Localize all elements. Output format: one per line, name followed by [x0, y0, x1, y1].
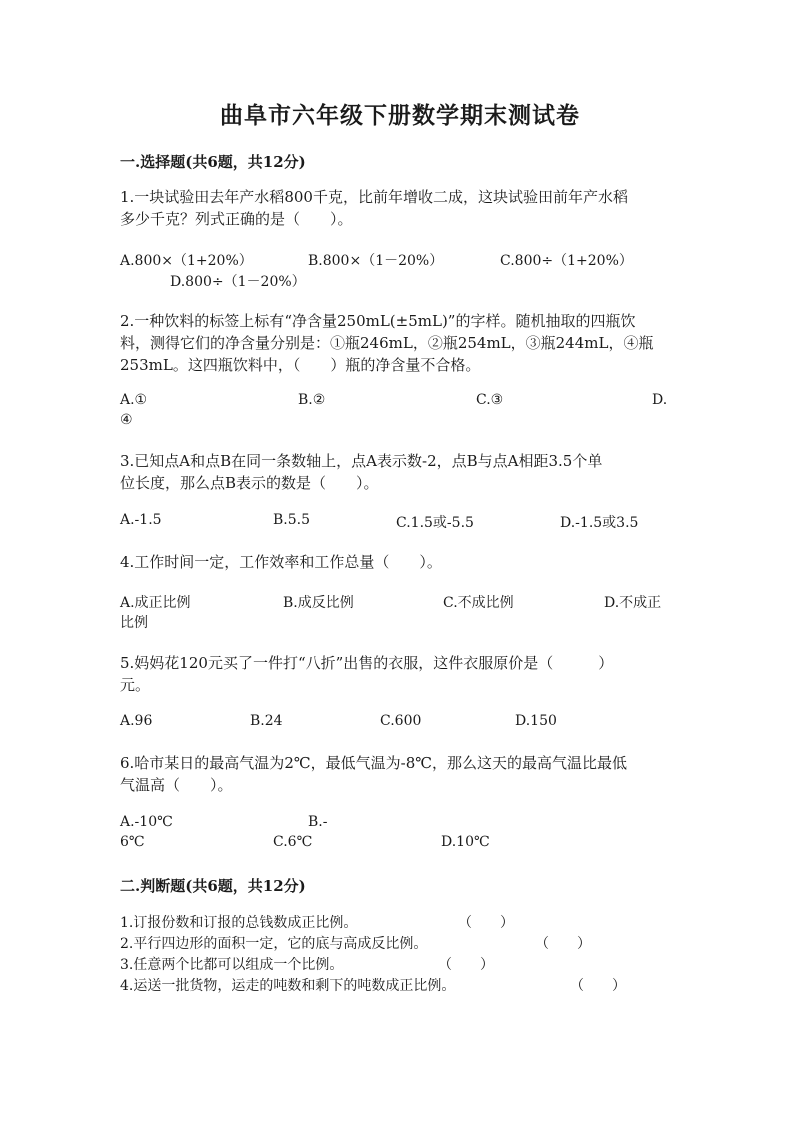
judge-item-3: 3.任意两个比都可以组成一个比例。: [120, 957, 344, 973]
question-3-line-1: 3.已知点A和点B在同一条数轴上，点A表示数-2，点B与点A相距3.5个单: [120, 452, 603, 470]
q2-option-a: A.①: [120, 392, 148, 408]
judge-bracket-1: （ ）: [458, 915, 514, 931]
question-2-line-2: 料，测得它们的净含量分别是：①瓶246mL，②瓶254mL，③瓶244mL，④瓶: [120, 334, 654, 352]
question-2-line-3: 253mL。这四瓶饮料中，（ ）瓶的净含量不合格。: [120, 356, 481, 374]
judge-bracket-2: （ ）: [535, 936, 591, 952]
q4-option-d-cont: 比例: [120, 615, 148, 631]
q3-option-b: B.5.5: [273, 512, 311, 528]
q5-option-a: A.96: [120, 713, 153, 729]
question-1-line-2: 多少千克？列式正确的是（ ）。: [120, 210, 353, 228]
page-title: 曲阜市六年级下册数学期末测试卷: [220, 102, 580, 129]
q6-option-b: B.-: [308, 814, 328, 830]
question-5-line-2: 元。: [120, 676, 151, 694]
judge-item-2: 2.平行四边形的面积一定，它的底与高成反比例。: [120, 936, 428, 952]
question-3-line-2: 位长度，那么点B表示的数是（ ）。: [120, 474, 379, 492]
q2-option-c: C.③: [476, 392, 504, 408]
q1-option-b: B.800×（1－20%）: [308, 253, 444, 269]
q5-option-b: B.24: [250, 713, 283, 729]
q6-option-d: D.10℃: [441, 834, 490, 850]
question-2-line-1: 2.一种饮料的标签上标有“净含量250mL(±5mL)”的字样。随机抽取的四瓶饮: [120, 312, 636, 330]
q6-option-b-cont: 6℃: [120, 834, 145, 850]
judge-item-1: 1.订报份数和订报的总钱数成正比例。: [120, 915, 358, 931]
q3-option-a: A.-1.5: [120, 512, 162, 528]
q6-option-a: A.-10℃: [120, 814, 173, 830]
q3-option-c: C.1.5或-5.5: [396, 515, 474, 531]
q4-option-c: C.不成比例: [443, 595, 514, 611]
section-heading-choice: 一.选择题(共6题，共12分): [120, 153, 306, 171]
question-4-line-1: 4.工作时间一定，工作效率和工作总量（ ）。: [120, 553, 442, 571]
q5-option-c: C.600: [380, 713, 422, 729]
question-1-line-1: 1.一块试验田去年产水稻800千克，比前年增收二成，这块试验田前年产水稻: [120, 188, 628, 206]
q2-option-d-cont: ④: [120, 412, 133, 428]
q5-option-d: D.150: [515, 713, 557, 729]
q4-option-a: A.成正比例: [120, 595, 191, 611]
q1-option-a: A.800×（1+20%）: [120, 253, 253, 269]
question-6-line-1: 6.哈市某日的最高气温为2℃，最低气温为-8℃，那么这天的最高气温比最低: [120, 754, 628, 772]
q4-option-d: D.不成正: [604, 595, 662, 611]
q6-option-c: C.6℃: [273, 834, 313, 850]
judge-bracket-4: （ ）: [570, 978, 626, 994]
judge-item-4: 4.运送一批货物，运走的吨数和剩下的吨数成正比例。: [120, 978, 456, 994]
q4-option-b: B.成反比例: [283, 595, 354, 611]
question-5-line-1: 5.妈妈花120元买了一件打“八折”出售的衣服，这件衣服原价是（ ）: [120, 654, 614, 672]
q2-option-b: B.②: [298, 392, 326, 408]
q1-option-d: D.800÷（1－20%）: [170, 274, 306, 290]
q1-option-c: C.800÷（1+20%）: [500, 253, 633, 269]
judge-bracket-3: （ ）: [438, 957, 494, 973]
question-6-line-2: 气温高（ ）。: [120, 776, 233, 794]
section-heading-judge: 二.判断题(共6题，共12分): [120, 877, 306, 895]
q3-option-d: D.-1.5或3.5: [560, 515, 639, 531]
q2-option-d: D.: [652, 392, 668, 408]
